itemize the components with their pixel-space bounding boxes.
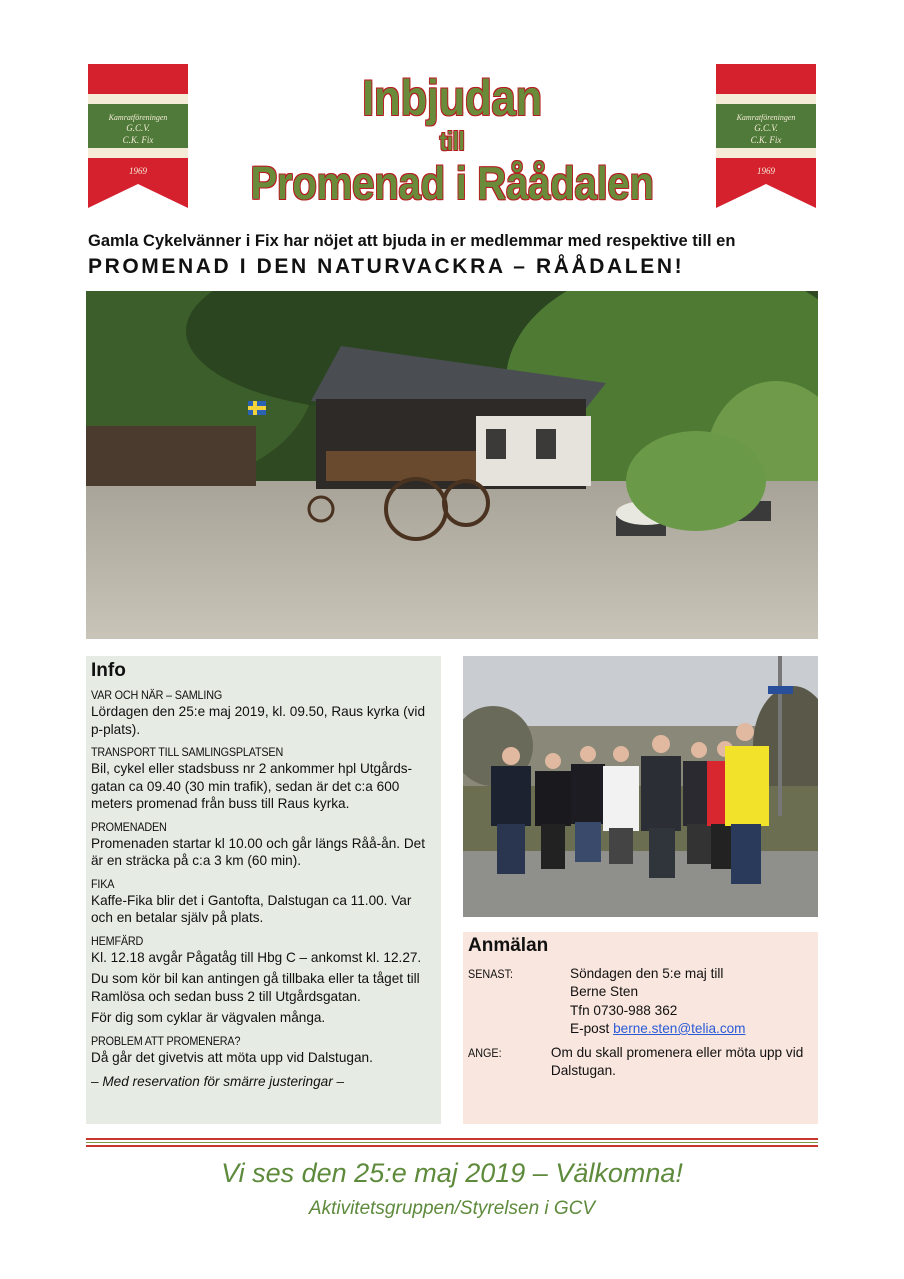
pennant-text-bottom: C.K. Fix bbox=[122, 135, 154, 145]
section-text-promenaden: Promenaden startar kl 10.00 och går längs Råå-ån. Det är en sträcka på c:a 3 km (60 min). bbox=[91, 835, 425, 868]
deadline-text bbox=[570, 965, 746, 1038]
reservation-note: – Med reservation för smärre justeringar – bbox=[91, 1074, 345, 1089]
footer-signature: Aktivitetsgruppen/Styrelsen i GCV bbox=[308, 1198, 596, 1219]
contact-email-line bbox=[570, 1020, 746, 1038]
section-text-fika: Kaffe-Fika blir det i Gantofta, Dalstugan ca 11.00. Var och en betalar själv på plats. bbox=[91, 892, 412, 925]
section-text-hemfard-extra2: För dig som cyklar är vägvalen många. bbox=[91, 1010, 326, 1025]
contact-name: Berne Sten bbox=[570, 984, 639, 1000]
title-line-1: Inbjudan bbox=[362, 70, 542, 126]
pennant-text-top: Kamratföreningen bbox=[736, 113, 796, 122]
registration-heading: Anmälan bbox=[468, 935, 549, 956]
registration-specify-row bbox=[468, 1044, 812, 1081]
footer-welcome: Vi ses den 25:e maj 2019 – Välkomna! bbox=[221, 1158, 683, 1188]
divider-line bbox=[86, 1142, 818, 1143]
info-heading: Info bbox=[91, 660, 126, 681]
section-label-problem: PROBLEM ATT PROMENERA? bbox=[91, 1033, 241, 1048]
section-text-transport: Bil, cykel eller stadsbuss nr 2 ankommer hpl Utgårds-gatan ca 09.40 (30 min trafik), sedan är det c:a 600 meters promenad från buss till Raus kyrka. bbox=[91, 761, 413, 811]
section-label-fika: FIKA bbox=[91, 876, 115, 891]
section-text-hemfard-extra1: Du som kör bil kan antingen gå tillbaka eller ta tåget till Ramlösa och sedan buss 2 till Utgårdsgatan. bbox=[91, 971, 420, 1004]
specify-text: Om du skall promenera eller möta upp vid Dalstugan. bbox=[550, 1045, 804, 1079]
pennant-year: 1969 bbox=[129, 166, 147, 176]
headline: PROMENAD I DEN NATURVACKRA – RÅÅDALEN! bbox=[88, 255, 685, 278]
pennant-text-mid: G.C.V. bbox=[126, 123, 150, 133]
section-label-hemfard: HEMFÄRD bbox=[91, 933, 144, 948]
section-label-samling: VAR OCH NÄR – SAMLING bbox=[91, 688, 223, 702]
cafe-photo bbox=[86, 291, 818, 639]
pennant-year: 1969 bbox=[757, 166, 775, 176]
divider-line bbox=[86, 1145, 818, 1147]
email-link[interactable]: berne.sten@telia.com bbox=[613, 1020, 746, 1036]
pennant-right bbox=[716, 64, 816, 208]
title-line-3: Promenad i Råådalen bbox=[250, 157, 654, 209]
pennant-text-bottom: C.K. Fix bbox=[750, 135, 782, 145]
title-line-2: till bbox=[439, 126, 465, 156]
deadline-label: SENAST: bbox=[468, 967, 514, 981]
info-box bbox=[86, 656, 441, 1124]
section-label-transport: TRANSPORT TILL SAMLINGSPLATSEN bbox=[91, 745, 284, 759]
title-block bbox=[200, 70, 704, 210]
pennant-text-mid: G.C.V. bbox=[754, 123, 778, 133]
section-label-promenaden: PROMENADEN bbox=[91, 819, 167, 834]
club-pennant-icon bbox=[716, 64, 816, 208]
section-text-hemfard: Kl. 12.18 avgår Pågatåg till Hbg C – ankomst kl. 12.27. bbox=[91, 949, 422, 965]
deadline-line: Söndagen den 5:e maj till bbox=[570, 966, 724, 981]
intro-text: Gamla Cykelvänner i Fix har nöjet att bjuda in er medlemmar med respektive till en bbox=[88, 232, 736, 250]
footer-divider bbox=[86, 1138, 818, 1149]
specify-label: ANGE: bbox=[468, 1046, 502, 1061]
contact-phone: Tfn 0730-988 362 bbox=[570, 1002, 678, 1018]
registration-deadline-row bbox=[468, 965, 812, 1038]
pennant-text-top: Kamratföreningen bbox=[108, 113, 168, 122]
section-text-samling: Lördagen den 25:e maj 2019, kl. 09.50, Raus kyrka (vid p-plats). bbox=[91, 704, 426, 737]
group-photo bbox=[463, 656, 818, 917]
club-pennant-icon bbox=[88, 64, 188, 208]
registration-box bbox=[463, 932, 818, 1124]
divider-line bbox=[86, 1138, 818, 1140]
pennant-left bbox=[88, 64, 188, 208]
section-text-problem: Då går det givetvis att möta upp vid Dalstugan. bbox=[91, 1049, 373, 1065]
email-prefix: E-post bbox=[570, 1020, 610, 1036]
